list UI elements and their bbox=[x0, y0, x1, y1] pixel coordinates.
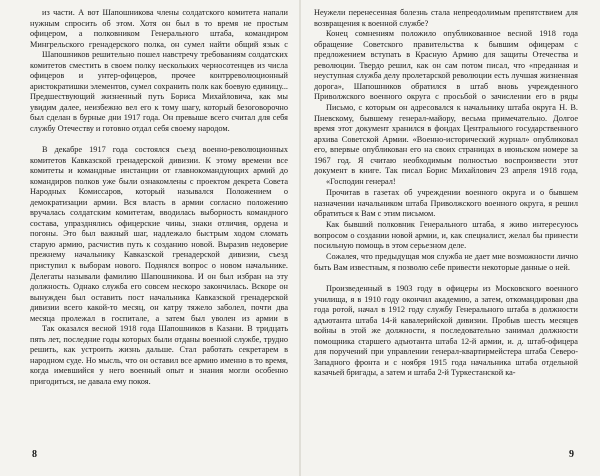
right-paragraph-2: Конец сомнениям положило опубликованное весной 1918 года обращение Советского правительства к бывшим офицерам с предложением вступать в Красную Армию для защиты Отечества и революции. Твердо решил, как он сам потом писал, что «преданная и неуступная служба делу пролетарской революции есть лучшая жизненная дорога», Шапошников обратился в штаб вновь учрежденного Приволжского военного округа с просьбой о зачислении его в ряды bbox=[314, 29, 578, 102]
page-number-right: 9 bbox=[569, 449, 574, 460]
page-number-left: 8 bbox=[32, 449, 37, 460]
right-paragraph-8: Произведенный в 1903 году в офицеры из Московского военного училища, я в 1910 году окончил академию, а затем, откомандирован два года ротой, начал в 1912 году службу Генерального штаба в должности адъютанта штаба 14-й кавалерийской дивизии. Пробыв шесть месяцев войны в этой же должности, я последовательно занимал должности помощника старшего адъютанта штаба 12-й армии, и. д. штаб-офицера для поручений при управлении генерал-квартирмейстера штаба Северо-Западного фронта и с ноября 1915 года начальника штаба отдельной казачьей бригады, а затем и штаба 2-й Туркестанской ка- bbox=[314, 284, 578, 378]
right-paragraph-5: Прочитав в газетах об учреждении военного округа и о бывшем назначении начальником штаба Приволжского военного округа, я решил обратиться к Вам с этим письмом. bbox=[314, 188, 578, 219]
left-paragraph-2: Шапошников решительно пошел навстречу требованиям солдатских комитетов сместить в своем полку нескольких черносотенцев из числа офицеров и унтер-офицеров, прочее контрреволюционный аристократишки элементов, сумел сохранить полк как боевую единицу... Предшествующий жизненный путь Бориса Михайловича, как мы увидим далее, неизбежно вел его к тому шагу, который безоговорочно был сделан в бурные дни 1917 года. Он превыше всего считал для себя службу Отечеству и готовно отдал себя своему народом. bbox=[30, 50, 288, 133]
right-paragraph-7: Сожалея, что предыдущая моя служба не дает мне возможности лично быть Вам известным, я позволю себе привести некоторые данные о ней. bbox=[314, 252, 578, 272]
left-paragraph-3: В декабре 1917 года состоялся съезд военно-революционных комитетов Кавказской гренадерской дивизии. К этому времени все комитеты и командные инстанции от главнокомандующих армий до командиров полков уже были ознакомлены с проектом декрета Совета Народных Комиссаров, который назывался Положением о демократизации армии. Вся власть в армии согласно положению вручалась солдатским комитетам, вводилась выборность командного состава, упразднялись офицерские чины, знаки отличия, ордена и погоны. Это был важный шаг, надлежало быстрым ходом сломать старую армию, расчистив путь к созданию новой. Выразив недоверие прежнему начальнику Кавказской гренадерской дивизии, съезд приступил к выборам нового. Поднялся вопрос о новом начальнике. Делегаты называли фамилию Шапошникова. И он был избран на эту должность. Однако служба его совсем нескоро закончилась. Вскоре он вынужден был оставить пост начальника Кавказской гренадерской дивизии всего какой-то месяц, он катру тяжело заболел, почти два месяца пролежал в госпитале, а затем был уволен из армии в bbox=[30, 145, 288, 323]
right-page bbox=[300, 0, 600, 476]
left-paragraph-1: из части. А вот Шапошникова члены солдатского комитета напали нужным спросить об этом. Хотя он был в то время не простым офицером, а полковником Генерального штаба, командиром Мингрельского гренадерского полка, он сумел найти общий язык с bbox=[30, 8, 288, 49]
right-paragraph-salutation: «Господин генерал! bbox=[326, 177, 396, 186]
left-paragraph-4: Так оказался весной 1918 года Шапошников в Казани. В тридцать пять лет, последние годы которых были отданы военной службе, трудно решить, как устроить жизнь дальше. Стал работать секретарем в народном суде. Но мысль, что он оставил все армию именно в то время, когда имевшийся у него военный опыт и знания могли особенно пригодиться, не давала ему покоя. bbox=[30, 324, 288, 386]
right-paragraph-6: Как бывший полковник Генерального штаба, я живо интересуюсь вопросом о создании новой армии, и, как специалист, желал бы принести посильную помощь в этом серьезном деле. bbox=[314, 220, 578, 251]
right-paragraph-3: Письмо, с которым он адресовался к начальнику штаба округа Н. В. Пневскому, бывшему генерал-майору, весьма примечательно. Долгое время этот документ хранился в фондах Центрального государственного архива Советской Армии. «Военно-исторический журнал» опубликовал его, впервые опубликован его на своих страницах в июньском номере за 1967 год. Я считаю необходимым полностью воспроизвести этот документ в книге. Так писал Борис Михайлович 23 апреля 1918 года, bbox=[314, 103, 578, 176]
right-paragraph-1: Неужели перенесенная болезнь стала непреодолимым препятствием для возвращения к военной службе? bbox=[314, 8, 578, 28]
